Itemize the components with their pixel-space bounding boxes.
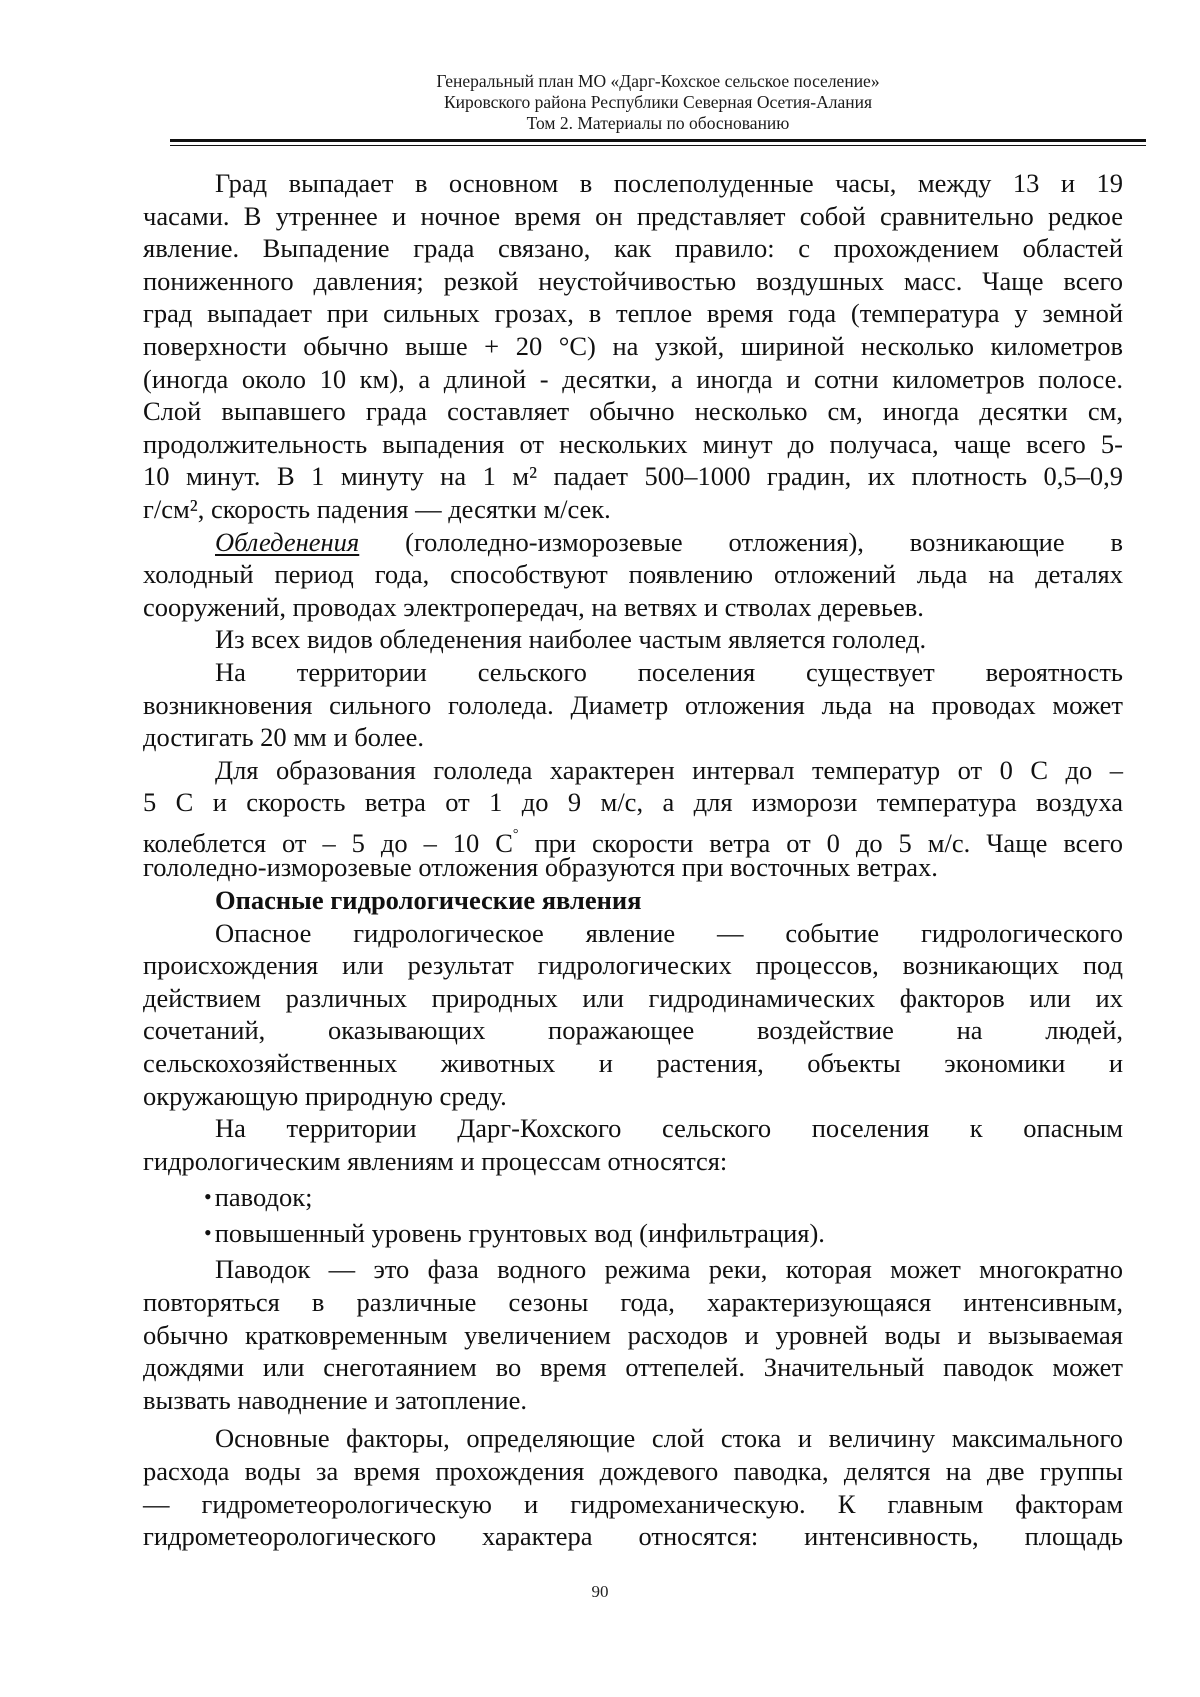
text-line: расхода воды за время прохождения дождевого паводка, делятся на две группы xyxy=(143,1455,1123,1486)
text-line: поверхности обычно выше + 20 °C) на узкой, шириной несколько километров xyxy=(143,330,1123,361)
text-fragment: (гололедно-изморозевые отложения), возникающие в xyxy=(405,526,1123,557)
text-line xyxy=(143,526,1123,559)
text-line: Основные факторы, определяющие слой стока и величину максимального xyxy=(215,1423,1123,1454)
text-line: сооружений, проводах электропередач, на ветвях и стволах деревьев. xyxy=(143,591,924,622)
paragraph-glaze-conditions xyxy=(143,754,1123,884)
text-line: достигать 20 мм и более. xyxy=(143,722,425,753)
paragraph-hydro-definition xyxy=(143,917,1123,1113)
text-fragment: колеблется от – 5 до – 10 С xyxy=(143,827,513,858)
text-line: явление. Выпадение града связано, как правило: с прохождением областей xyxy=(143,233,1123,264)
bullet-icon: • xyxy=(204,1184,212,1210)
header-line-3: Том 2. Материалы по обоснованию xyxy=(526,113,790,133)
text-line: действием различных природных или гидродинамических факторов или их xyxy=(143,982,1123,1013)
text-line: град выпадает при сильных грозах, в теплое время года (температура у земной xyxy=(143,298,1123,329)
text-line: Град выпадает в основном в послеполуденные часы, между 13 и 19 xyxy=(215,168,1123,198)
list-item-text: паводок; xyxy=(214,1182,313,1213)
text-line: гололедно-изморозевые отложения образуются при восточных ветрах. xyxy=(143,852,938,883)
section-heading: Опасные гидрологические явления xyxy=(215,885,642,916)
text-line: часами. В утреннее и ночное время он представляет собой сравнительно редкое xyxy=(143,200,1123,231)
text-line: вызвать наводнение и затопление. xyxy=(143,1384,528,1415)
paragraph-glaze-frequency: Из всех видов обледенения наиболее частым является гололед. xyxy=(215,624,927,655)
page-number: 90 xyxy=(591,1582,609,1601)
header-rule-thin xyxy=(170,145,1146,146)
text-line: сочетаний, оказывающих поражающее воздействие на людей, xyxy=(143,1015,1123,1046)
header-line-1: Генеральный план МО «Дарг-Кохское сельское поселение» xyxy=(436,71,880,91)
paragraph-glaze-probability xyxy=(143,656,1123,754)
text-line: пониженного давления; резкой неустойчивостью воздушных масс. Чаще всего xyxy=(143,265,1123,296)
text-line: На территории сельского поселения существует вероятность xyxy=(215,656,1123,687)
text-line: обычно кратковременным увеличением расходов и уровней воды и вызываемая xyxy=(143,1319,1123,1350)
paragraph-icing xyxy=(143,526,1123,624)
text-line: Слой выпавшего града составляет обычно несколько см, иногда десятки см, xyxy=(143,396,1123,427)
paragraph-flood-definition xyxy=(143,1253,1123,1416)
text-line: продолжительность выпадения от нескольких минут до получаса, чаще всего 5- xyxy=(143,428,1123,459)
text-fragment: при скорости ветра от 0 до 5 м/с. Чаще всего xyxy=(518,827,1123,858)
header-rule-thick xyxy=(170,139,1146,142)
text-line xyxy=(143,819,1123,858)
running-header xyxy=(170,71,1146,134)
bullet-icon: • xyxy=(204,1220,212,1246)
text-line: (иногда около 10 км), а длиной - десятки, а иногда и сотни километров полосе. xyxy=(143,363,1123,394)
text-line: Паводок — это фаза водного режима реки, которая может многократно xyxy=(215,1254,1123,1285)
list-item xyxy=(143,1181,1123,1217)
text-line: На территории Дарг-Кохского сельского поселения к опасным xyxy=(215,1113,1123,1144)
text-line: — гидрометеорологическую и гидромеханическую. К главным факторам xyxy=(143,1488,1123,1519)
paragraph-flood-factors xyxy=(143,1422,1123,1552)
bullet-list xyxy=(143,1181,1123,1253)
text-line: гидрологическим явлениям и процессам относятся: xyxy=(143,1145,728,1176)
text-line: 10 минут. В 1 минуту на 1 м² падает 500–1000 градин, их плотность 0,5–0,9 xyxy=(143,461,1123,492)
header-line-2: Кировского района Республики Северная Осетия-Алания xyxy=(443,92,873,112)
text-line: окружающую природную среду. xyxy=(143,1080,507,1111)
text-line: происхождения или результат гидрологических процессов, возникающих под xyxy=(143,950,1123,981)
text-line: повторяться в различные сезоны года, характеризующаяся интенсивным, xyxy=(143,1287,1123,1317)
text-line: дождями или снеготаянием во время оттепелей. Значительный паводок может xyxy=(143,1352,1123,1383)
text-line: Опасное гидрологическое явление — событие гидрологического xyxy=(215,917,1123,948)
text-line: гидрометеорологического характера относятся: интенсивность, площадь xyxy=(143,1521,1123,1552)
text-line: возникновения сильного гололеда. Диаметр отложения льда на проводах может xyxy=(143,689,1123,720)
text-line: сельскохозяйственных животных и растения, объекты экономики и xyxy=(143,1048,1123,1079)
paragraph-hydro-list-intro xyxy=(143,1112,1123,1177)
term-icing: Обледенения xyxy=(215,526,360,557)
degree-mark: ° xyxy=(512,826,519,842)
paragraph-hail xyxy=(143,167,1123,526)
text-line: Для образования гололеда характерен интервал температур от 0 С до – xyxy=(215,754,1123,785)
list-item xyxy=(143,1217,1123,1253)
list-item-text: повышенный уровень грунтовых вод (инфильтрация). xyxy=(214,1218,825,1249)
text-line: г/см², скорость падения — десятки м/сек. xyxy=(143,493,611,524)
text-line: 5 С и скорость ветра от 1 до 9 м/с, а для изморози температура воздуха xyxy=(143,787,1123,818)
text-line: холодный период года, способствуют появлению отложений льда на деталях xyxy=(143,559,1123,590)
body-text xyxy=(143,167,1123,1553)
